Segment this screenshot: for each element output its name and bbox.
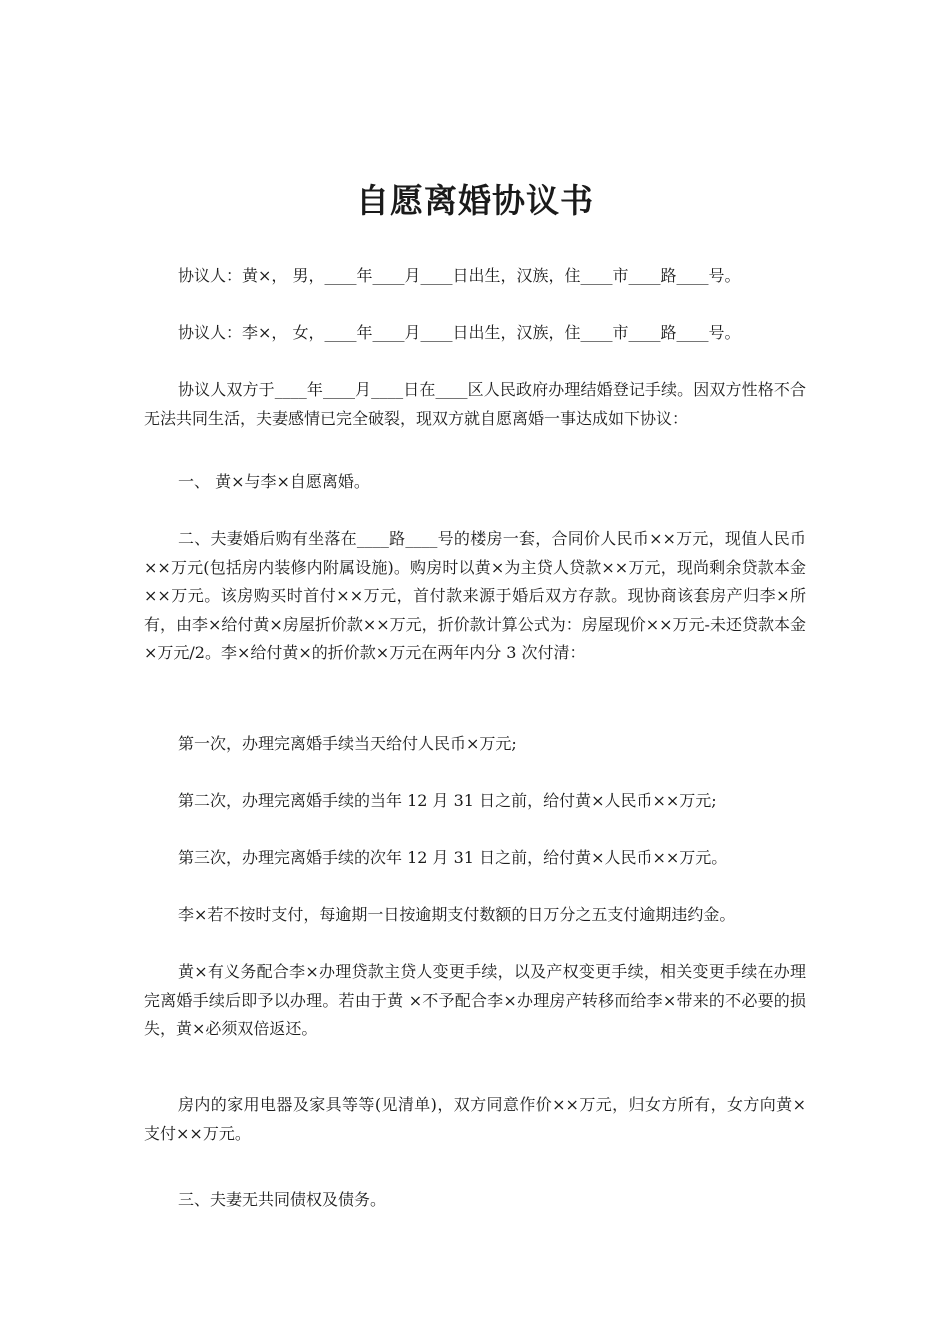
payment-2-paragraph: 第二次，办理完离婚手续的当年 12 月 31 日之前，给付黄×人民币××万元;: [178, 791, 717, 810]
furniture-paragraph: 房内的家用电器及家具等等(见清单)，双方同意作价××万元，归女方所有，女方向黄×支付××万元。: [144, 1095, 806, 1143]
clause-2-paragraph: 二、夫妻婚后购有坐落在____路____号的楼房一套，合同价人民币××万元，现值人民币××万元(包括房内装修内附属设施)。购房时以黄×为主贷人贷款××万元，现尚剩余贷款本金××万元。该房购买时首付××万元，首付款来源于婚后双方存款。现协商该套房产归李×所有，由李×给付黄×房屋折价款××万元，折价款计算公式为：房屋现价××万元-未还贷款本金×万元/2。李×给付黄×的折价款×万元在两年内分 3 次付清：: [144, 529, 806, 662]
payment-3-paragraph: 第三次，办理完离婚手续的次年 12 月 31 日之前，给付黄×人民币××万元。: [178, 848, 728, 867]
party-huang-paragraph: 协议人：黄×， 男，____年____月____日出生，汉族，住____市____路____号。: [178, 266, 741, 285]
clause-1-paragraph: 一、 黄×与李×自愿离婚。: [178, 472, 370, 491]
party-li-paragraph: 协议人：李×， 女，____年____月____日出生，汉族，住____市____路____号。: [178, 323, 741, 342]
penalty-paragraph: 李×若不按时支付，每逾期一日按逾期支付数额的日万分之五支付逾期违约金。: [178, 905, 736, 924]
document-title: 自愿离婚协议书: [356, 181, 594, 220]
preamble-paragraph: 协议人双方于____年____月____日在____区人民政府办理结婚登记手续。因双方性格不合无法共同生活，夫妻感情已完全破裂，现双方就自愿离婚一事达成如下协议：: [144, 380, 806, 428]
payment-1-paragraph: 第一次，办理完离婚手续当天给付人民币×万元;: [178, 734, 517, 753]
cooperation-paragraph: 黄×有义务配合李×办理贷款主贷人变更手续，以及产权变更手续，相关变更手续在办理完离婚手续后即予以办理。若由于黄 ×不予配合李×办理房产转移而给李×带来的不必要的损失，黄×必须双倍返还。: [144, 962, 806, 1038]
clause-3-paragraph: 三、夫妻无共同债权及债务。: [178, 1190, 387, 1209]
